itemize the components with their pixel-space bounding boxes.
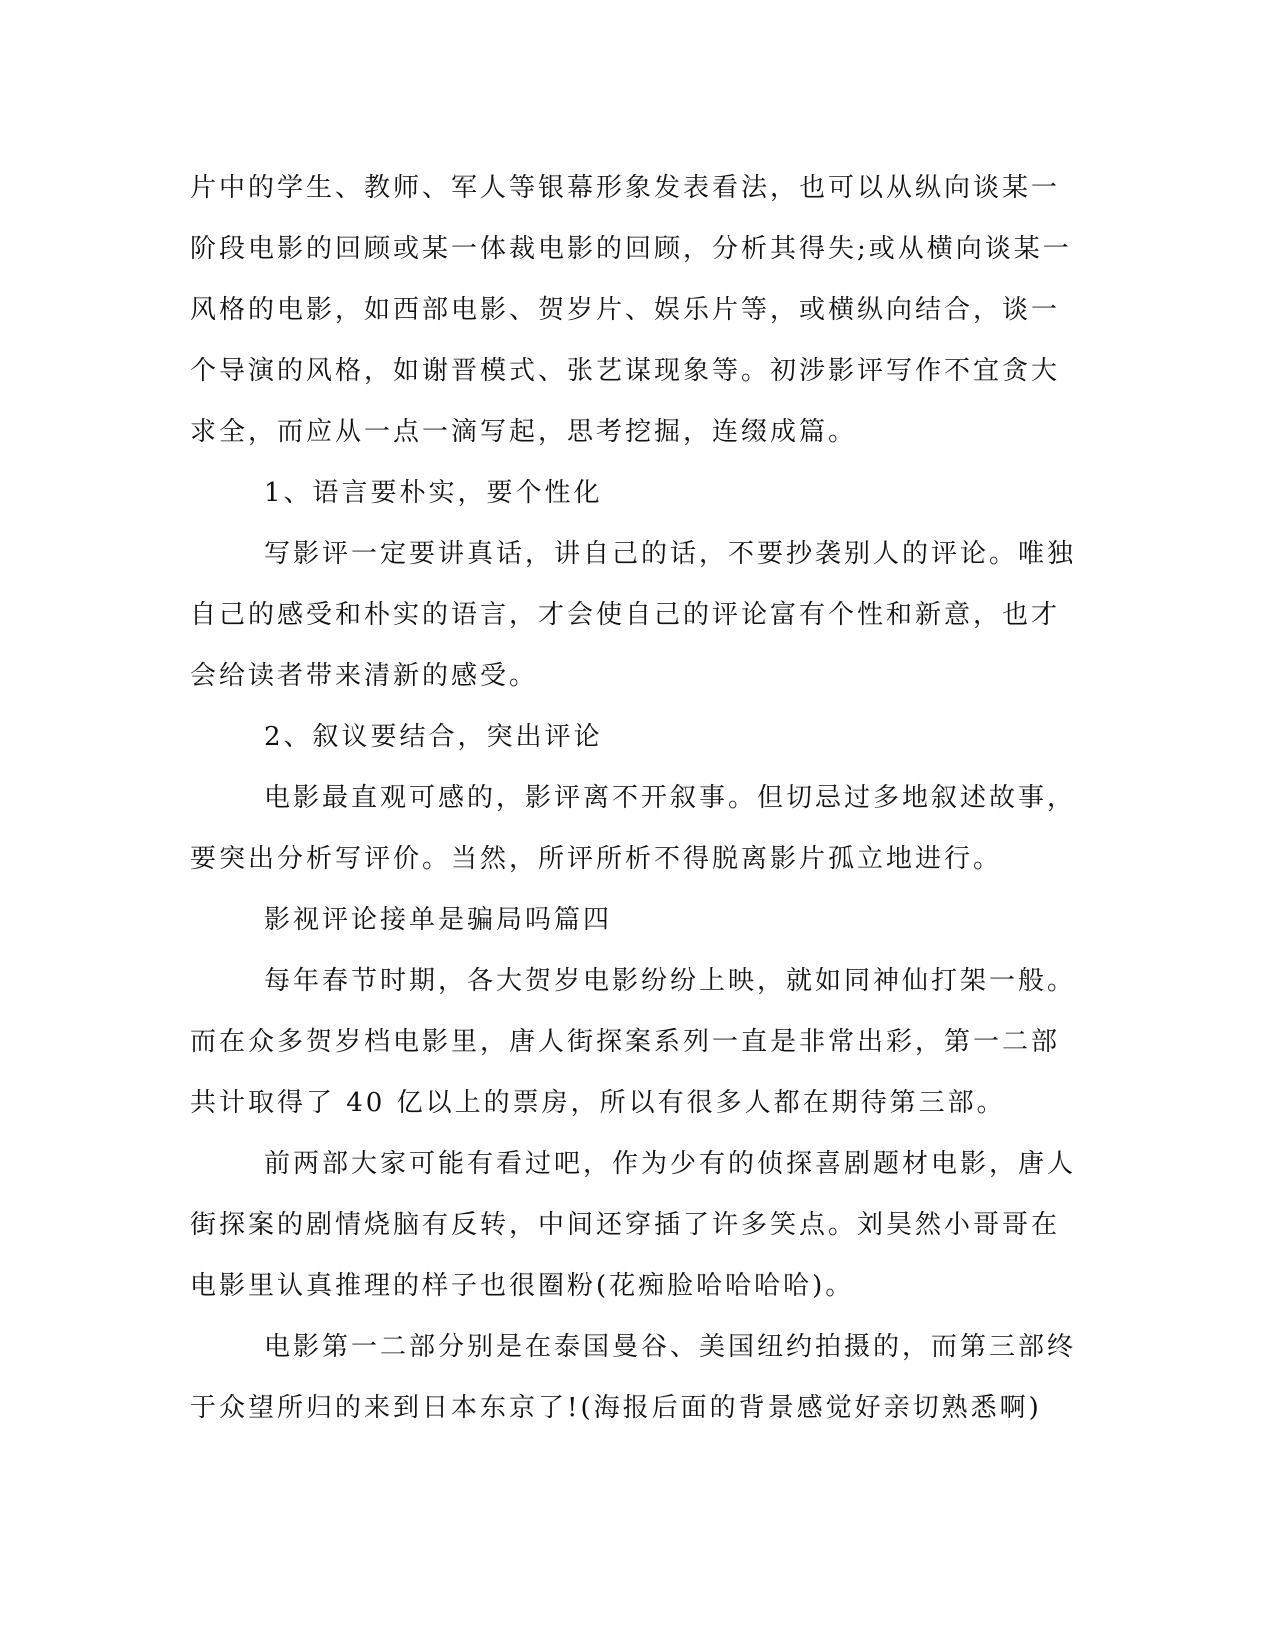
- text-line: 电影里认真推理的样子也很圈粉(花痴脸哈哈哈哈)。: [190, 1271, 855, 1301]
- article-title: 影视评论接单是骗局吗篇四: [264, 905, 613, 935]
- text-line: 电影第一二部分别是在泰国曼谷、美国纽约拍摄的，而第三部终: [264, 1332, 1077, 1362]
- text-line: 每年春节时期，各大贺岁电影纷纷上映，就如同神仙打架一般。: [264, 966, 1077, 996]
- text-line: 写影评一定要讲真话，讲自己的话，不要抄袭别人的评论。唯独: [264, 539, 1077, 569]
- section-heading: 1、语言要朴实，要个性化: [264, 478, 603, 508]
- text-line: 片中的学生、教师、军人等银幕形象发表看法，也可以从纵向谈某一: [190, 173, 1061, 203]
- text-line: 电影最直观可感的，影评离不开叙事。但切忌过多地叙述故事，: [264, 783, 1077, 813]
- text-line: 风格的电影，如西部电影、贺岁片、娱乐片等，或横纵向结合，谈一: [190, 295, 1061, 325]
- text-line: 街探案的剧情烧脑有反转，中间还穿插了许多笑点。刘昊然小哥哥在: [190, 1210, 1061, 1240]
- text-line: 于众望所归的来到日本东京了!(海报后面的背景感觉好亲切熟悉啊): [190, 1393, 1042, 1423]
- text-line: 阶段电影的回顾或某一体裁电影的回顾，分析其得失;或从横向谈某一: [190, 234, 1072, 264]
- text-line: 自己的感受和朴实的语言，才会使自己的评论富有个性和新意，也才: [190, 600, 1061, 630]
- text-line: 要突出分析写评价。当然，所评所析不得脱离影片孤立地进行。: [190, 844, 1003, 874]
- text-line: 前两部大家可能有看过吧，作为少有的侦探喜剧题材电影，唐人: [264, 1149, 1077, 1179]
- text-line: 求全，而应从一点一滴写起，思考挖掘，连缀成篇。: [190, 417, 858, 447]
- text-line: 会给读者带来清新的感受。: [190, 661, 539, 691]
- text-line: 而在众多贺岁档电影里，唐人街探案系列一直是非常出彩，第一二部: [190, 1027, 1061, 1057]
- section-heading: 2、叙议要结合，突出评论: [264, 722, 603, 752]
- text-line: 个导演的风格，如谢晋模式、张艺谋现象等。初涉影评写作不宜贪大: [190, 356, 1061, 386]
- document-body: [190, 158, 1080, 1439]
- text-line: 共计取得了 40 亿以上的票房，所以有很多人都在期待第三部。: [190, 1088, 1006, 1118]
